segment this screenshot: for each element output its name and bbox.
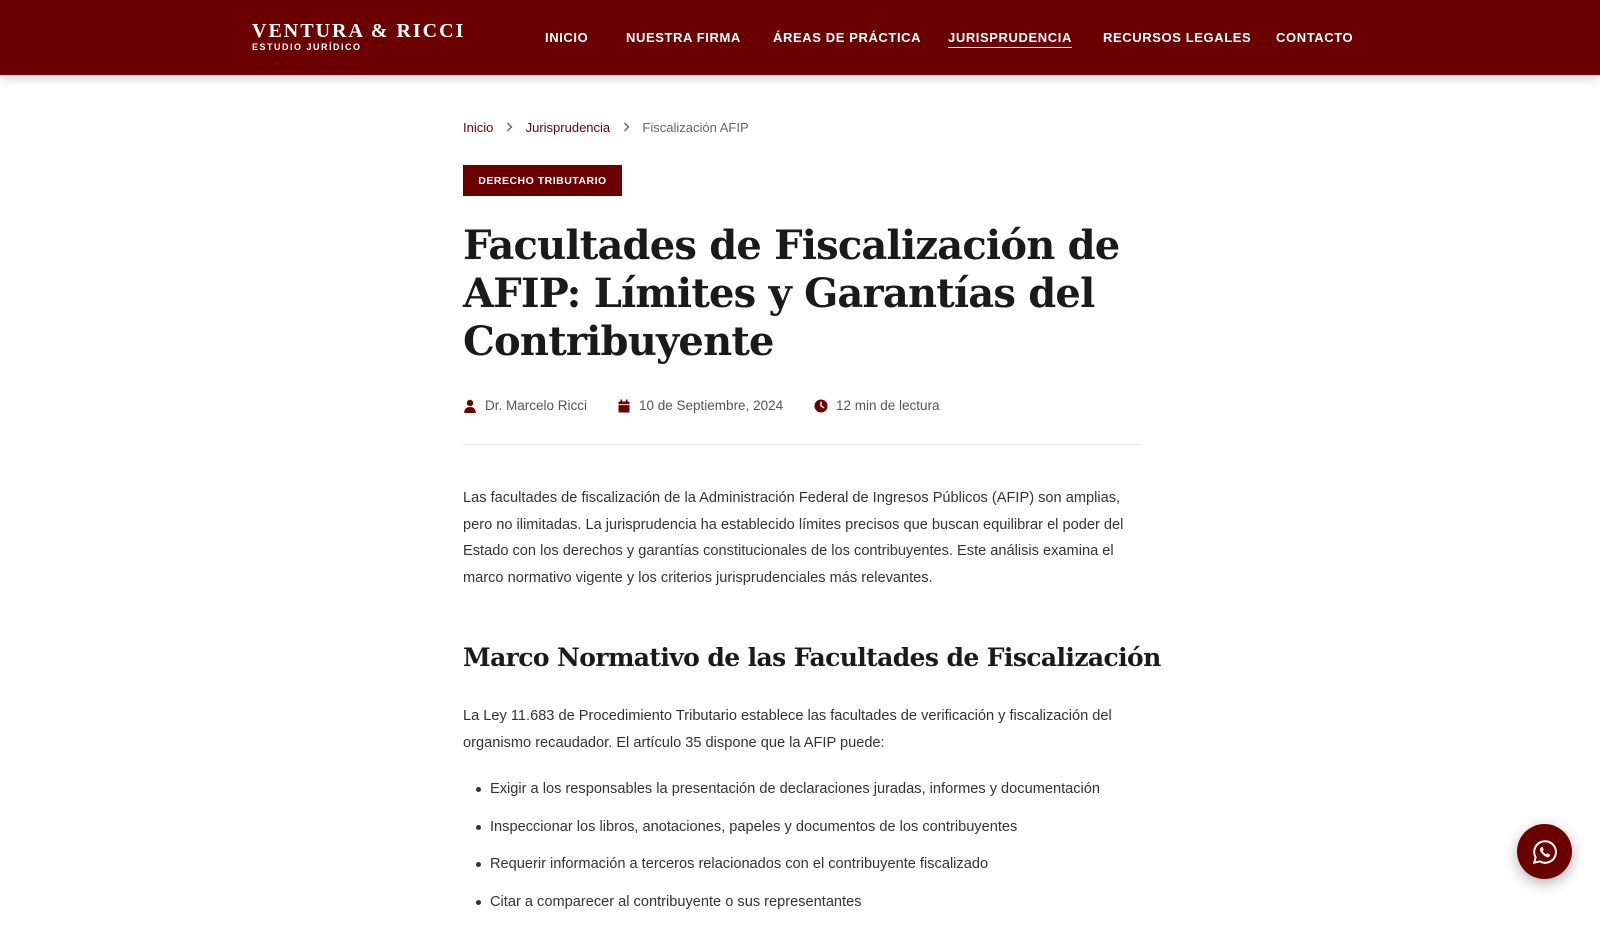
calendar-icon	[617, 399, 631, 413]
meta-read-time	[814, 397, 940, 415]
nav-jurisprudencia[interactable]: JURISPRUDENCIA	[948, 30, 1072, 48]
category-tag[interactable]: DERECHO TRIBUTARIO	[463, 165, 622, 196]
section-heading: Marco Normativo de las Facultades de Fiscalización	[463, 643, 1161, 672]
read-time: 12 min de lectura	[836, 398, 940, 413]
intro-paragraph: Las facultades de fiscalización de la Administración Federal de Ingresos Públicos (AFIP) son amplias, pero no ilimitadas. La jurisprudencia ha establecido límites precisos que buscan equilibrar el poder del Estado con los derechos y garantías constitucionales de los contribuyentes. Este análisis examina el marco normativo vigente y los criterios jurisprudenciales más relevantes.	[463, 490, 1124, 586]
chevron-right-icon	[623, 120, 630, 136]
meta-divider	[463, 444, 1141, 445]
list-item: Citar a comparecer al contribuyente o sus representantes	[463, 892, 1153, 912]
chevron-right-icon	[506, 120, 513, 136]
nav-nuestra-firma[interactable]: NUESTRA FIRMA	[626, 30, 741, 45]
user-icon	[463, 399, 477, 413]
clock-icon	[814, 399, 828, 413]
logo-main: VENTURA & RICCI	[252, 20, 466, 42]
breadcrumb-jurisprudencia[interactable]: Jurisprudencia	[525, 120, 611, 135]
meta-date	[617, 397, 783, 415]
logo-sub: ESTUDIO JURÍDICO	[252, 42, 362, 52]
section-paragraph: La Ley 11.683 de Procedimiento Tributario establece las facultades de verificación y fiscalización del organismo recaudador. El artículo 35 dispone que la AFIP puede:	[463, 708, 1112, 751]
main-nav	[0, 0, 1600, 75]
site-header	[0, 0, 1600, 75]
meta-author	[463, 397, 587, 415]
breadcrumb-inicio[interactable]: Inicio	[463, 120, 494, 135]
nav-inicio[interactable]: INICIO	[545, 30, 589, 45]
author-name: Dr. Marcelo Ricci	[485, 398, 588, 413]
list-item: Requerir información a terceros relacionados con el contribuyente fiscalizado	[463, 854, 1153, 874]
breadcrumb-current: Fiscalización AFIP	[642, 120, 749, 135]
nav-contacto[interactable]: CONTACTO	[1276, 30, 1354, 45]
whatsapp-button[interactable]	[1517, 824, 1572, 879]
whatsapp-icon	[1532, 839, 1558, 865]
list-item: Inspeccionar los libros, anotaciones, papeles y documentos de los contribuyentes	[463, 817, 1153, 837]
list-item: Exigir a los responsables la presentación de declaraciones juradas, informes y documentación	[463, 779, 1153, 799]
nav-areas-de-practica[interactable]: ÁREAS DE PRÁCTICA	[773, 30, 922, 45]
publish-date: 10 de Septiembre, 2024	[639, 398, 784, 413]
breadcrumb	[463, 120, 749, 136]
article-title: Facultades de Fiscalización de AFIP: Límites y Garantías del Contribuyente	[463, 222, 1120, 365]
nav-recursos-legales[interactable]: RECURSOS LEGALES	[1103, 30, 1252, 45]
